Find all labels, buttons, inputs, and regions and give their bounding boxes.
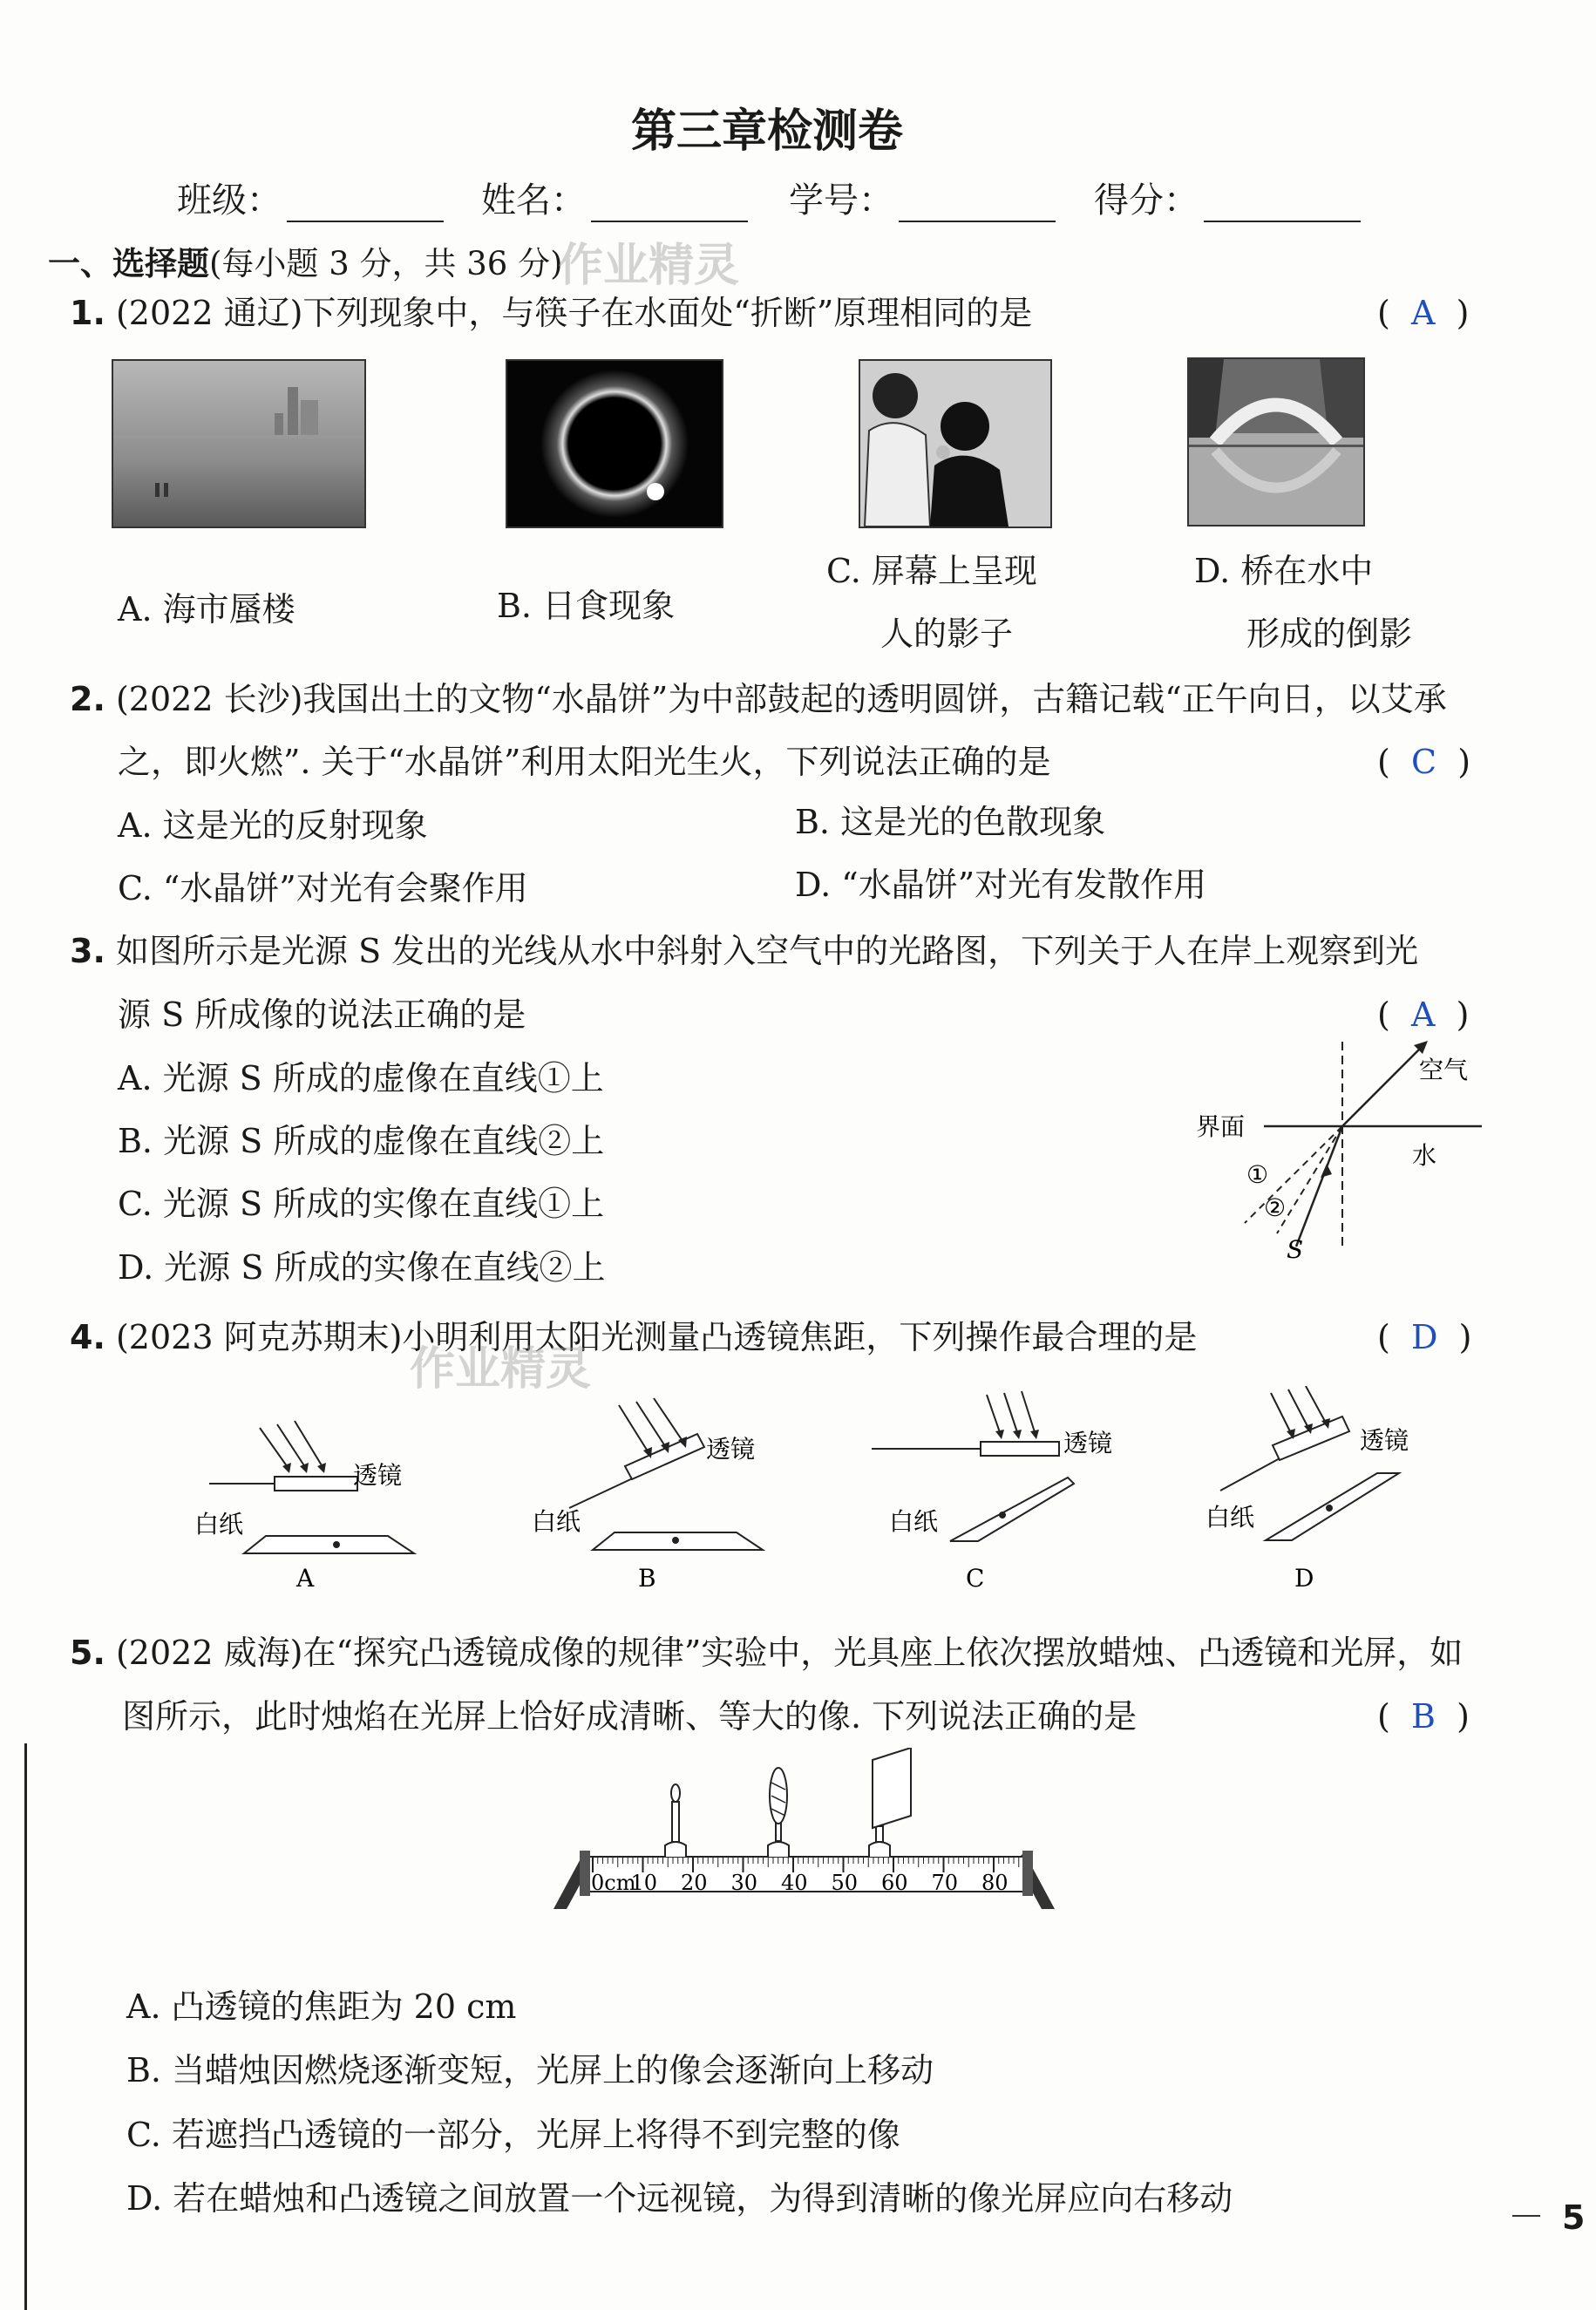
shadow-image [859,359,1052,528]
q5-option-c[interactable]: C. 若遮挡凸透镜的一部分，光屏上将得不到完整的像 [126,2116,900,2154]
name-blank[interactable] [591,191,748,222]
q2-option-b[interactable]: B. 这是光的色散现象 [795,803,1106,841]
q3-text-2: 源 S 所成像的说法正确的是 [118,995,526,1034]
q1-number: 1. [70,294,105,332]
q1-option-b[interactable]: B. 日食现象 [497,587,676,625]
q2-option-c[interactable]: C. “水晶饼”对光有会聚作用 [118,869,528,907]
q3-option-d[interactable]: D. 光源 S 所成的实像在直线②上 [118,1248,606,1287]
q1-answer-box: ( A ) [1377,294,1470,332]
score-blank[interactable] [1204,191,1361,222]
class-field [177,173,444,222]
incident-ray [1296,1126,1342,1247]
q5-option-d[interactable]: D. 若在蜡烛和凸透镜之间放置一个远视镜，为得到清晰的像光屏应向右移动 [126,2179,1233,2218]
scale-label-20: 20 [681,1871,708,1895]
rail-end-right [1022,1851,1033,1896]
page-number-dash [1512,2215,1540,2217]
q3-stem-line1 [70,934,1418,968]
page-title: 第三章检测卷 [630,105,903,158]
q2-option-d[interactable]: D. “水晶饼”对光有发散作用 [795,866,1207,904]
id-label: 学号： [789,180,893,221]
section-title: 一、选择题 [48,245,209,282]
q2-answer-box: ( C ) [1377,743,1471,781]
q1-photo-mirage [112,359,366,532]
refracted-ray [1342,1043,1425,1126]
q1-stem [70,296,1032,330]
q3-option-c[interactable]: C. 光源 S 所成的实像在直线①上 [118,1185,605,1223]
scale-label-30: 30 [730,1871,758,1895]
q4-b-lens-label: 透镜 [706,1435,756,1464]
scale-labels [591,1871,1009,1895]
scale-label-50: 50 [831,1871,859,1895]
q4-number: 4. [70,1318,105,1356]
margin-line [24,1743,27,2310]
q5-answer-box: ( B ) [1377,1697,1470,1736]
line-1-label: ① [1246,1160,1269,1189]
section-note: (每小题 3 分，共 36 分) [209,245,563,282]
rail-end-left [580,1851,590,1896]
watermark-2: 作业精灵 [410,1343,592,1396]
class-label: 班级： [177,180,282,221]
q4-b-label: B [638,1564,656,1593]
q4-answer-box: ( D ) [1377,1318,1472,1356]
incident-arrow [1321,1164,1332,1178]
candle[interactable] [665,1784,686,1857]
q1-option-d-line2: 形成的倒影 [1246,615,1413,653]
q4-c-paper-label: 白纸 [889,1507,939,1536]
q5-text-2: 图所示，此时烛焰在光屏上恰好成清晰、等大的像. 下列说法正确的是 [122,1697,1138,1736]
q3-text-1: 如图所示是光源 S 发出的光线从水中斜射入空气中的光路图，下列关于人在岸上观察到光 [115,932,1419,970]
q1-option-d-line1[interactable]: D. 桥在水中 [1194,552,1374,590]
q1-answer: A [1410,294,1436,332]
source-label: S [1287,1235,1304,1260]
water-label: 水 [1412,1141,1437,1170]
q4-figure-b [532,1398,763,1593]
eclipse-image [506,359,723,528]
q4-figures [192,1386,1412,1595]
q2-option-a[interactable]: A. 这是光的反射现象 [118,806,428,845]
interface-label: 界面 [1196,1112,1246,1141]
q4-c-lens-label: 透镜 [1063,1429,1113,1457]
q4-answer: D [1410,1318,1438,1356]
q4-d-label: D [1294,1564,1314,1593]
watermark-1: 作业精灵 [558,240,740,292]
q4-stem [70,1318,1198,1356]
scale-label-80: 80 [981,1871,1009,1895]
q2-number: 2. [70,680,105,718]
q4-a-lens-label: 透镜 [353,1461,403,1490]
scale-label-10: 10 [630,1871,658,1895]
q3-option-b[interactable]: B. 光源 S 所成的虚像在直线②上 [118,1122,605,1160]
air-label: 空气 [1419,1056,1469,1084]
q1-photo-shadow [859,359,1052,532]
q1-option-c-line2: 人的影子 [880,615,1014,653]
id-blank[interactable] [899,191,1056,222]
class-blank[interactable] [287,191,444,222]
scale-label-70: 70 [931,1871,959,1895]
q3-light-path-diagram [1194,1033,1491,1260]
q4-a-paper-label: 白纸 [194,1510,244,1539]
q2-answer: C [1410,743,1437,781]
q5-option-b[interactable]: B. 当蜡烛因燃烧逐渐变短，光屏上的像会逐渐向上移动 [126,2051,934,2089]
q5-option-a[interactable]: A. 凸透镜的焦距为 20 cm [126,1987,517,2026]
q4-d-paper-label: 白纸 [1205,1503,1255,1532]
q3-answer-box: ( A ) [1377,995,1470,1034]
q3-answer: A [1410,995,1436,1034]
scale-label-40: 40 [781,1871,808,1895]
q4-figure-a [194,1421,414,1593]
q4-c-label: C [966,1564,985,1593]
q5-text-1: (2022 威海)在“探究凸透镜成像的规律”实验中，光具座上依次摆放蜡烛、凸透镜和光屏，如 [115,1634,1464,1672]
q4-b-paper-label: 白纸 [532,1507,581,1536]
page-number: 5 [1562,2198,1586,2237]
q3-option-a[interactable]: A. 光源 S 所成的虚像在直线①上 [118,1059,604,1097]
q2-stem-line1 [70,680,1447,718]
light-screen[interactable] [869,1748,911,1857]
scale-label-0: 0cm [591,1871,636,1895]
name-label: 姓名： [481,180,586,221]
section-heading [48,237,563,284]
q2-text-1: (2022 长沙)我国出土的文物“水晶饼”为中部鼓起的透明圆饼，古籍记载“正午向日，以艾承 [115,680,1447,718]
q4-figure-c [872,1391,1112,1593]
q1-photo-bridge [1187,357,1365,530]
q1-photo-eclipse [506,359,723,532]
q4-a-label: A [296,1564,315,1593]
convex-lens[interactable] [768,1768,789,1857]
q2-text-2: 之，即火燃”. 关于“水晶饼”利用太阳光生火，下列说法正确的是 [118,743,1051,781]
q1-option-a[interactable]: A. 海市蜃楼 [118,590,295,628]
q4-text: (2023 阿克苏期末)小明利用太阳光测量凸透镜焦距，下列操作最合理的是 [115,1318,1198,1356]
id-field [789,173,1056,222]
bridge-image [1187,357,1365,527]
mirage-image [112,359,366,528]
q5-number: 5. [70,1634,105,1672]
score-field [1094,173,1361,222]
score-label: 得分： [1094,180,1199,221]
q4-d-lens-label: 透镜 [1360,1426,1409,1455]
name-field [481,173,748,222]
q3-number: 3. [70,932,105,970]
q5-optical-bench [554,1748,1055,1957]
image-line-2 [1277,1126,1342,1233]
q5-answer: B [1410,1697,1436,1736]
scale-label-60: 60 [881,1871,908,1895]
q5-stem-line1 [70,1634,1464,1672]
line-2-label: ② [1264,1193,1287,1222]
q1-text: (2022 通辽)下列现象中，与筷子在水面处“折断”原理相同的是 [115,294,1033,332]
q4-figure-d [1205,1386,1409,1593]
q1-option-c-line1[interactable]: C. 屏幕上呈现 [826,552,1037,590]
